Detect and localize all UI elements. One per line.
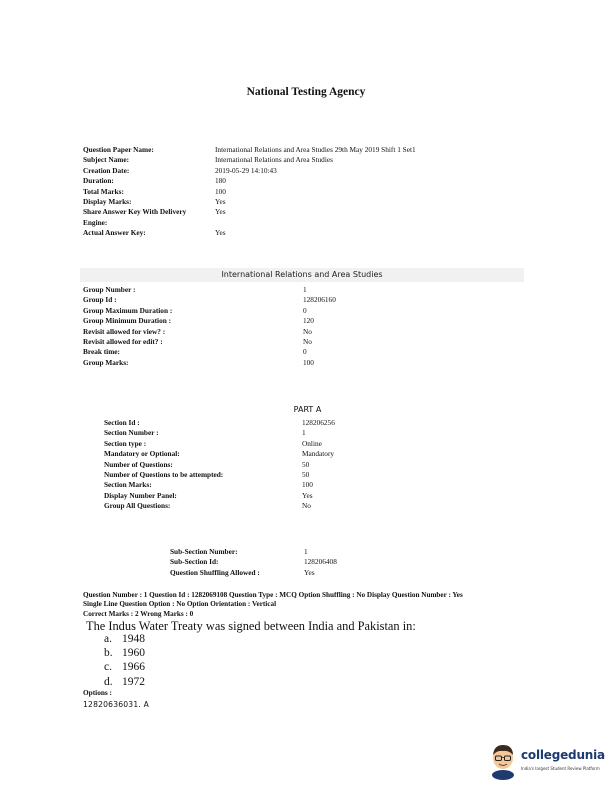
question-meta-line: Single Line Question Option : No Option Orientation : Vertical [83,600,277,609]
meta-row: Question Paper Name: International Relations and Area Studies 29th May 2019 Shift 1 Set1 [83,145,416,154]
group-row: Group Minimum Duration : 120 [83,316,314,326]
section-row: Section Marks: 100 [104,480,313,490]
section-title: PART A [293,405,322,414]
option-id: 12820636031. A [83,700,149,709]
subsection-row: Sub-Section Number: 1 [170,547,308,556]
meta-row: Subject Name: International Relations and Area Studies [83,155,333,165]
meta-row: Actual Answer Key: Yes [83,228,226,238]
section-row: Section Id : 128206256 [104,418,335,427]
group-info [83,285,503,368]
group-row: Revisit allowed for edit? : No [83,337,312,347]
subsection-row: Sub-Section Id: 128206408 [170,557,337,567]
section-row: Number of Questions: 50 [104,459,310,469]
logo-tagline: India's largest Student Review Platform [521,766,600,771]
group-row: Revisit allowed for view? : No [83,326,312,336]
student-mascot-icon [488,742,518,780]
meta-row: Total Marks: 100 [83,186,226,196]
meta-row: Share Answer Key With Delivery Engine: Yes [83,207,226,227]
section-info [104,418,504,512]
meta-row: Duration: 180 [83,176,226,186]
meta-row: Creation Date: 2019-05-29 14:10:43 [83,165,277,175]
option-item: b. 1960 [104,647,145,660]
section-row: Section Number : 1 [104,428,306,438]
option-list [104,632,145,689]
question-meta-line: Question Number : 1 Question Id : 1282069108 Question Type : MCQ Option Shuffling : No Display Question Number : Yes [83,591,463,599]
section-row: Mandatory or Optional: Mandatory [104,449,335,459]
option-item: d. 1972 [104,675,145,688]
section-row: Display Number Panel: Yes [104,490,313,500]
subsection-row: Question Shuffling Allowed : Yes [170,567,315,577]
group-row: Group Marks: 100 [83,357,314,367]
option-item: a. 1948 [104,633,145,645]
group-banner: International Relations and Area Studies [80,268,524,282]
meta-row: Display Marks: Yes [83,197,226,207]
logo-name: collegedunia [521,748,605,762]
option-item: c. 1966 [104,661,145,674]
collegedunia-logo [488,742,606,782]
question-meta [83,591,523,619]
group-row: Group Id : 128206160 [83,295,336,305]
section-row: Section type : Online [104,438,322,448]
paper-meta [83,145,503,239]
question-text: The Indus Water Treaty was signed between India and Pakistan in: [86,619,416,633]
page-title: National Testing Agency [246,86,366,98]
group-row: Group Maximum Duration : 0 [83,305,307,315]
group-row: Break time: 0 [83,347,307,357]
question-marks: Correct Marks : 2 Wrong Marks : 0 [83,609,194,618]
section-row: Group All Questions: No [104,501,311,511]
section-row: Number of Questions to be attempted: 50 [104,470,310,480]
subsection-info [170,547,470,578]
group-row: Group Number : 1 [83,285,307,294]
options-label: Options : [83,688,112,697]
